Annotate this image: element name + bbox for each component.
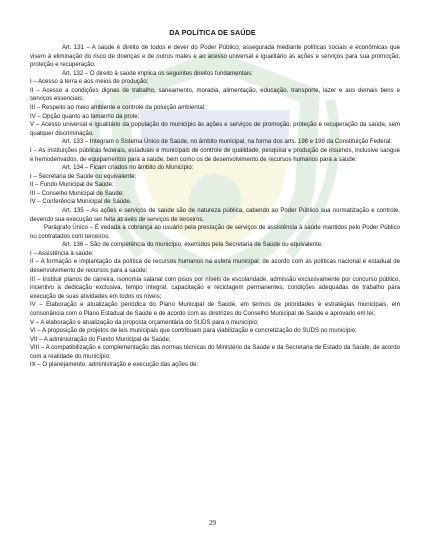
paragraph: I – As instituições públicas federais, estaduais e municipais de controle de qualidade, pesquisa e produção de insumos, inclusive sangue e hemoderivados, de equipamentos para a saúde, bem como os de desenvolvimento de recursos humanos para a saúde. bbox=[30, 147, 400, 163]
paragraph: III – Conselho Municipal de Saúde; bbox=[30, 190, 124, 197]
paragraph: I – Acesso à terra e aos meios de produção; bbox=[30, 79, 149, 86]
paragraph: Art. 131 – A saúde é direito de todos e dever do Poder Público, assegurada mediante políticas sociais e econômicas que visem à eliminação do risco de doenças e de outros males e ao acesso universal e igualitário às ações e serviços para sua promoção, proteção e recuperação. bbox=[30, 45, 400, 69]
paragraph: VIII – A compatibilização e complementação das normas técnicas do Ministério da Saúde e da Secretaria de Estado da Saúde, de acordo com a realidade do município; bbox=[30, 345, 400, 360]
paragraph: Art. 133 – Integram o Sistema Único de Saúde, no âmbito municipal, na forma dos arts. 198 e 199 da Constituição Federal: bbox=[62, 139, 393, 146]
paragraph: II – Fundo Municipal de Saúde; bbox=[30, 182, 114, 189]
paragraph: IV – Opção quanto ao tamanho da prole; bbox=[30, 113, 140, 120]
paragraph: IV – Conferência Municipal de Saúde. bbox=[30, 199, 132, 206]
paragraph: Parágrafo Único – É vedada a cobrança ao usuário pela prestação de serviços de assistência à saúde mantidos pelo Poder Público ou contratados com terceiros. bbox=[30, 225, 400, 240]
section-title: DA POLÍTICA DE SAÚDE bbox=[169, 28, 256, 37]
paragraph: Art. 132 – O direito à saúde implica os seguintes direitos fundamentais: bbox=[62, 70, 253, 77]
paragraph: Art. 134 – Ficam criados no âmbito do Município: bbox=[62, 165, 194, 172]
paragraph: III – Instituir planos de carreira, isonomia salarial com pisos por níveis de escolaridade, admissão exclusivamente por concurso público, incentivo à dedicação exclusiva, tempo integral, capacitação e reciclagem permanentes, condições adequadas de trabalho para execução de suas atividades em todos os níveis; bbox=[30, 276, 400, 300]
paragraph: IV – Elaboração e atualização periódica do Plano Municipal de Saúde, em termos de prioridades e estratégias municipais, em consonância com o Plano Estadual de Saúde e de acordo com as diretrizes do Conselho Municipal de Saúde e aprovado em lei; bbox=[30, 302, 400, 317]
paragraph: I – Assistência à saúde; bbox=[30, 250, 94, 257]
paragraph: VII – A administração do Fundo Municipal de Saúde; bbox=[30, 336, 171, 343]
paragraph: I – Secretaria de Saúde ou equivalente; bbox=[30, 173, 137, 180]
paragraph: II – A formação e implantação da política de recursos humanos na esfera municipal, de acordo com as políticas nacional e estadual de desenvolvimento de recursos para a saúde; bbox=[30, 259, 400, 275]
paragraph: II – Acesso a condições dignas de trabalho, saneamento, moradia, alimentação, educação, transporte, lazer e aos demais bens e serviços essenciais; bbox=[30, 87, 400, 103]
page-number: 29 bbox=[209, 519, 216, 527]
document-body bbox=[30, 44, 400, 370]
paragraph: Art. 135 – As ações e serviços de saúde são de natureza pública, cabendo ao Poder Público sua normatização e controle, devendo sua execução ser feita através de serviços de terceiros. bbox=[30, 207, 400, 223]
paragraph: V – Acesso universal e igualitário da população do município às ações e serviços de promoção, proteção e recuperação da saúde, sem qualquer discriminação. bbox=[30, 122, 400, 137]
paragraph: IX – O planejamento, administração e execução das ações de: bbox=[30, 362, 199, 369]
paragraph: Art. 136 – São de competência do município, exercidos pela Secretaria de Saúde ou equivalente: bbox=[62, 242, 323, 249]
paragraph: III – Respeito ao meio ambiente e controle da poluição ambiental; bbox=[30, 105, 206, 112]
paragraph: V – A elaboração e atualização da proposta orçamentária do SUDS para o município; bbox=[30, 319, 259, 326]
paragraph: VI – A proposição de projetos de leis municipais que contribuam para viabilização e concretização do SUDS no município; bbox=[30, 328, 357, 335]
